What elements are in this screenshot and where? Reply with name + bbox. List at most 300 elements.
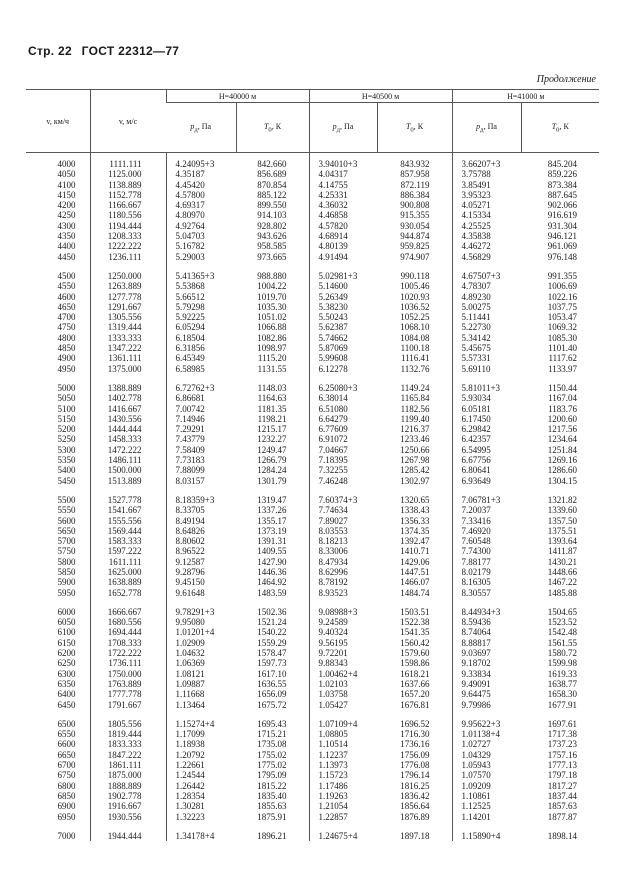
table-cell: 1464.92 [257,577,287,588]
table-row [26,770,599,780]
table-cell: 1183.76 [548,403,578,414]
table-cell: 943.626 [257,231,287,242]
table-cell: 1.15723 [309,770,377,780]
table-cell: 1263.889 [90,281,166,291]
table-cell: 4150 [57,189,76,200]
table-cell: 1402.778 [90,393,166,403]
table-cell: 1776.08 [400,760,430,771]
table-cell: 4600 [57,291,76,302]
table-row [26,241,599,251]
table-cell: 1232.27 [257,434,287,445]
table-cell: 4.92764 [166,221,236,231]
table-cell: 6.45349 [166,353,236,363]
table-cell: 1116.41 [400,353,430,364]
table-row [26,577,599,587]
table-cell: 914.103 [257,210,287,221]
table-cell: 1540.22 [257,627,287,638]
table-cell: 1.07109+4 [309,719,377,729]
table-cell: 1695.43 [257,718,287,729]
table-cell: 1817.27 [547,780,578,791]
table-cell: 1.12237 [309,750,377,760]
table-cell: 5.69110 [452,364,521,374]
table-cell: 1149.24 [400,382,430,393]
table-cell: 1599.98 [547,658,578,669]
table-cell: 8.49194 [166,516,236,526]
table-cell: 4400 [57,241,76,252]
table-cell: 1795.09 [257,770,287,781]
table-cell: 886.384 [400,189,430,200]
table-cell: 7.20037 [452,505,521,515]
table-cell: 4100 [57,179,76,190]
table-cell: 1.04632 [166,648,236,658]
table-cell: 6.93649 [452,476,521,486]
table-cell: 1430.556 [90,414,166,424]
table-cell: 1051.02 [257,312,287,323]
table-cell: 885.122 [257,189,287,200]
table-cell: 4.57800 [166,190,236,200]
table-cell: 1805.556 [90,719,166,729]
table-cell: 1446.36 [257,566,287,577]
table-cell: 1.02909 [166,638,236,648]
table-cell: 4350 [57,231,76,242]
table-cell: 1638.77 [547,678,578,689]
table-cell: 1875.000 [90,770,166,780]
standard-code: ГОСТ 22312—77 [81,44,180,58]
col-header-pressure: $p_д$, Па [166,103,236,153]
table-row [26,719,599,729]
table-cell: 6350 [57,678,76,689]
col-header-pressure: $p_д$, Па [452,103,521,153]
table-cell: 8.59436 [452,617,521,627]
table-cell: 1.01138+4 [452,729,521,739]
table-cell: 1736.16 [400,739,430,750]
table-cell: 8.33705 [166,505,236,515]
table-cell: 1284.24 [257,465,287,476]
table-cell: 1.17486 [309,781,377,791]
table-cell: 4550 [57,281,76,292]
table-cell: 1625.000 [90,567,166,577]
table-cell: 5850 [57,566,76,577]
table-cell: 6050 [57,617,76,628]
table-cell: 1680.556 [90,617,166,627]
table-cell: 6.91072 [309,434,377,444]
table-cell: 4.46858 [309,210,377,220]
table-cell: 4.91494 [309,252,377,262]
table-cell: 5.62387 [309,322,377,332]
table-cell: 1.09887 [166,679,236,689]
table-row [26,627,599,637]
table-cell: 7.89027 [309,516,377,526]
table-cell: 9.95622+3 [452,719,521,729]
table-cell: 1791.667 [90,700,166,710]
table-cell: 1338.43 [400,505,430,516]
table-cell: 856.689 [257,169,287,180]
table-cell: 1084.08 [400,332,430,343]
table-cell: 8.80602 [166,536,236,546]
table-cell: 1835.40 [257,790,287,801]
table-cell: 1375.000 [90,364,166,374]
data-table [26,89,599,841]
table-cell: 5700 [57,536,76,547]
table-cell: 5.02981+3 [309,271,377,281]
table-cell: 1101.40 [548,343,578,354]
table-cell: 1182.56 [400,403,430,414]
table-cell: 9.40324 [309,627,377,637]
table-cell: 1022.16 [547,291,578,302]
group-spacer [26,710,599,719]
table-cell: 6450 [57,699,76,710]
table-cell: 1696.52 [400,718,430,729]
table-cell: 1233.46 [400,434,430,445]
table-row [26,302,599,312]
table-cell: 1716.30 [400,729,430,740]
table-cell: 4.69317 [166,200,236,210]
table-row [26,729,599,739]
table-cell: 5.74662 [309,333,377,343]
table-cell: 8.64826 [166,526,236,536]
table-cell: 7.04667 [309,445,377,455]
table-cell: 1036.52 [400,301,430,312]
table-cell: 1876.89 [400,811,430,822]
table-cell: 1467.22 [547,577,578,588]
table-cell: 959.825 [400,241,430,252]
table-cell: 4650 [57,301,76,312]
table-cell: 8.96522 [166,546,236,556]
table-cell: 6.17450 [452,414,521,424]
height-header-3: H=41000 м [452,90,599,103]
table-cell: 4.80139 [309,241,377,251]
table-cell: 6.42357 [452,434,521,444]
table-cell: 1132.76 [400,363,430,374]
table-cell: 1472.222 [90,445,166,455]
table-cell: 842.660 [257,159,287,169]
table-cell: 1527.778 [90,495,166,505]
col-header-v-ms: v, м/с [90,90,166,153]
table-cell: 1777.13 [547,760,578,771]
table-cell: 5600 [57,515,76,526]
table-cell: 1.26442 [166,781,236,791]
table-row [26,210,599,220]
table-cell: 5950 [57,587,76,598]
table-cell: 988.880 [257,270,287,281]
table-cell: 5.11441 [452,312,521,322]
table-cell: 1305.556 [90,312,166,322]
table-row [26,271,599,281]
table-cell: 6750 [57,770,76,781]
table-cell: 5.41365+3 [166,271,236,281]
table-cell: 845.204 [547,159,578,169]
table-cell: 7.06781+3 [452,495,521,505]
table-cell: 6.31856 [166,343,236,353]
table-cell: 1522.38 [400,617,430,628]
group-spacer [26,374,599,383]
table-cell: 5.79298 [166,302,236,312]
table-cell: 1337.26 [257,505,287,516]
table-row [26,638,599,648]
table-cell: 6000 [57,606,76,617]
table-cell: 1.13464 [166,700,236,710]
table-cell: 6.51080 [309,404,377,414]
table-cell: 1133.97 [548,363,578,374]
table-cell: 5.45675 [452,343,521,353]
table-cell: 1763.889 [90,679,166,689]
table-cell: 1.02103 [309,679,377,689]
table-cell: 1.07570 [452,770,521,780]
table-cell: 9.12587 [166,557,236,567]
table-cell: 930.054 [400,220,430,231]
table-row [26,333,599,343]
table-cell: 1677.91 [547,699,578,710]
table-cell: 928.802 [257,220,287,231]
table-row [26,169,599,179]
table-cell: 6.86681 [166,393,236,403]
table-cell: 6600 [57,739,76,750]
table-cell: 1.12525 [452,801,521,811]
table-cell: 1.32223 [166,812,236,822]
table-cell: 4.57820 [309,221,377,231]
table-row [26,516,599,526]
table-cell: 9.28796 [166,567,236,577]
table-cell: 1.05943 [452,760,521,770]
table-cell: 7.32255 [309,465,377,475]
table-cell: 4.56829 [452,252,521,262]
table-cell: 9.88343 [309,658,377,668]
table-row [26,557,599,567]
table-cell: 1411.87 [548,546,578,557]
table-cell: 1503.51 [400,606,430,617]
table-cell: 5750 [57,546,76,557]
table-cell: 1085.30 [547,332,578,343]
col-header-temperature: $T_0$, К [521,103,599,153]
table-row [26,343,599,353]
table-cell: 1447.51 [400,566,430,577]
table-cell: 1861.111 [90,760,166,770]
table-cell: 1737.23 [547,739,578,750]
table-cell: 1374.35 [400,525,430,536]
table-cell: 974.907 [400,251,430,262]
table-cell: 6300 [57,668,76,679]
table-cell: 1005.46 [400,281,430,292]
table-cell: 8.93523 [309,588,377,598]
table-cell: 1856.64 [400,801,430,812]
table-cell: 961.069 [547,241,578,252]
table-cell: 1875.91 [257,811,287,822]
group-spacer [26,598,599,607]
table-cell: 1578.47 [257,648,287,659]
table-cell: 4700 [57,312,76,323]
table-row [26,536,599,546]
table-cell: 1200.60 [547,413,578,424]
height-header-1: H=40000 м [166,90,309,103]
table-cell: 4.35838 [452,231,521,241]
table-cell: 7.88177 [452,557,521,567]
table-row [26,312,599,322]
table-header [26,90,599,153]
table-cell: 4450 [57,251,76,262]
table-cell: 8.78192 [309,577,377,587]
table-cell: 5.53868 [166,281,236,291]
table-cell: 6.64279 [309,414,377,424]
table-cell: 1.05427 [309,700,377,710]
table-row [26,505,599,515]
table-cell: 5.14600 [309,281,377,291]
table-cell: 5.99608 [309,353,377,363]
table-cell: 931.304 [547,220,578,231]
table-cell: 9.18702 [452,658,521,668]
table-cell: 1750.000 [90,669,166,679]
table-cell: 4300 [57,220,76,231]
table-row [26,353,599,363]
table-cell: 1285.42 [400,465,430,476]
table-cell: 7.18395 [309,455,377,465]
table-cell: 1833.333 [90,739,166,749]
table-cell: 1657.20 [400,689,430,700]
table-cell: 7.14946 [166,414,236,424]
table-cell: 1167.04 [548,393,578,404]
table-cell: 1485.88 [547,587,578,598]
table-cell: 1180.556 [90,210,166,220]
table-cell: 1.04329 [452,750,521,760]
table-row [26,669,599,679]
table-cell: 1217.56 [547,424,578,435]
table-cell: 1392.47 [400,536,430,547]
table-row [26,679,599,689]
table-row [26,831,599,841]
table-cell: 1579.60 [400,648,430,659]
table-row [26,434,599,444]
table-cell: 1.18938 [166,739,236,749]
table-cell: 5.38230 [309,302,377,312]
table-cell: 1.00462+4 [309,669,377,679]
table-row [26,364,599,374]
table-cell: 1286.60 [547,465,578,476]
table-cell: 1555.556 [90,516,166,526]
table-cell: 5.93034 [452,393,521,403]
table-cell: 1251.84 [547,444,578,455]
table-cell: 1333.333 [90,333,166,343]
table-row [26,588,599,598]
table-cell: 1523.52 [547,617,578,628]
table-cell: 5450 [57,475,76,486]
table-cell: 6400 [57,689,76,700]
table-row [26,700,599,710]
table-cell: 4250 [57,210,76,221]
table-cell: 8.30557 [452,588,521,598]
table-cell: 9.24589 [309,617,377,627]
table-cell: 1484.74 [400,587,430,598]
table-cell: 1304.15 [547,475,578,486]
table-cell: 1.22857 [309,812,377,822]
table-cell: 916.619 [547,210,578,221]
table-cell: 1694.444 [90,627,166,637]
table-row [26,781,599,791]
table-cell: 1138.889 [90,180,166,190]
table-cell: 4.89230 [452,292,521,302]
table-row [26,322,599,332]
table-cell: 1.24675+4 [309,831,377,841]
table-cell: 5250 [57,434,76,445]
table-row [26,445,599,455]
table-cell: 1466.07 [400,577,430,588]
table-cell: 5.34142 [452,333,521,343]
table-cell: 859.226 [547,169,578,180]
table-cell: 991.355 [547,270,578,281]
table-cell: 4.46272 [452,241,521,251]
table-row [26,689,599,699]
table-cell: 1898.14 [547,830,578,841]
table-cell: 6.77609 [309,424,377,434]
table-cell: 3.94010+3 [309,153,377,170]
table-cell: 1597.222 [90,546,166,556]
table-row [26,658,599,668]
table-cell: 1393.64 [547,536,578,547]
table-cell: 1375.51 [547,525,578,536]
table-cell: 1560.42 [400,637,430,648]
table-cell: 1815.22 [257,780,287,791]
table-cell: 1166.667 [90,200,166,210]
table-cell: 1735.08 [257,739,287,750]
table-cell: 1098.97 [257,343,287,354]
table-cell: 1053.47 [547,312,578,323]
table-cell: 8.74064 [452,627,521,637]
table-cell: 1181.35 [257,403,287,414]
col-header-temperature: $T_0$, К [377,103,452,153]
table-cell: 5300 [57,444,76,455]
table-cell: 1.24544 [166,770,236,780]
table-cell: 976.148 [547,251,578,262]
table-cell: 5000 [57,382,76,393]
table-cell: 1361.111 [90,353,166,363]
continued-label: Продолжение [536,74,596,85]
table-row [26,180,599,190]
table-row [26,424,599,434]
table-cell: 7.33416 [452,516,521,526]
table-row [26,607,599,617]
table-cell: 1339.60 [547,505,578,516]
table-cell: 5550 [57,505,76,516]
table-cell: 1722.222 [90,648,166,658]
table-cell: 1222.222 [90,241,166,251]
table-cell: 1148.03 [257,382,287,393]
table-cell: 4.80970 [166,210,236,220]
table-cell: 1.19263 [309,791,377,801]
table-cell: 1356.33 [400,515,430,526]
table-cell: 8.33006 [309,546,377,556]
table-cell: 1321.82 [547,494,578,505]
table-cell: 1777.778 [90,689,166,699]
table-cell: 4800 [57,332,76,343]
table-cell: 8.47934 [309,557,377,567]
col-header-temperature: $T_0$, К [236,103,309,153]
table-cell: 1052.25 [400,312,430,323]
table-cell: 1150.44 [548,382,578,393]
table-cell: 8.03553 [309,526,377,536]
table-cell: 9.95080 [166,617,236,627]
table-cell: 1896.21 [257,830,287,841]
table-cell: 5.87069 [309,343,377,353]
table-cell: 1666.667 [90,607,166,617]
table-cell: 4.14755 [309,180,377,190]
table-cell: 6.80641 [452,465,521,475]
table-cell: 5500 [57,494,76,505]
table-cell: 1388.889 [90,383,166,393]
table-row [26,760,599,770]
table-cell: 1319.47 [257,494,287,505]
table-cell: 4050 [57,169,76,180]
table-cell: 872.119 [400,179,430,190]
table-cell: 6700 [57,760,76,771]
table-cell: 944.874 [400,231,430,242]
